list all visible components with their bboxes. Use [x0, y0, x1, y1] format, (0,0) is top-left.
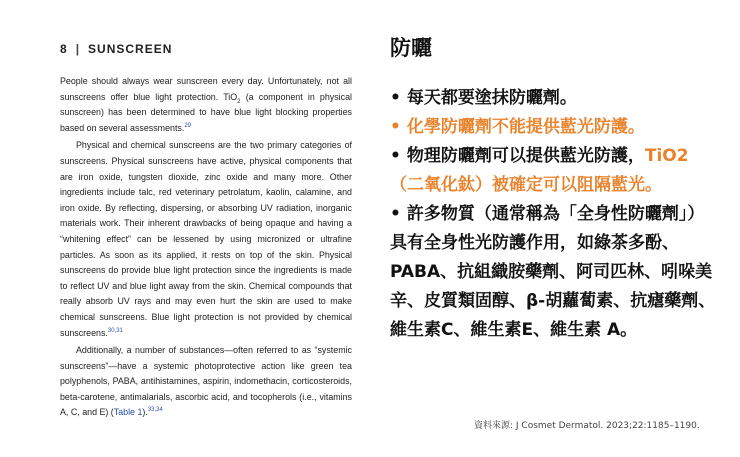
paragraph-1 [60, 74, 352, 136]
p2-text: Physical and chemical sunscreens are the two primary categories of sunscreens. Physical sunscreens have active, physical components that are iron oxide, tungsten dioxide, zinc oxide and many more. Other ingredients include talc, red veterinary petrolatum, kaolin, calamine, and iron oxide. By reflecting, dispersing, or absorbing UV radiation, inorganic materials work. Their inherent drawbacks of being opaque and having a “whitening effect” can be lessened by using micronized or ultrafine particles. As soon as its applied, it rests on top of the skin. Physical sunscreens do provide blue light protection since the ingredients is made to reflect UV and blue light away from the skin. Chemical compounds that really absorb UV rays and may even hurt the skin are used to make chemical sunscreens. Blue light protection is not provided by chemical sunscreens. [60, 140, 352, 338]
header-separator: | [75, 42, 81, 56]
reference-link[interactable]: 30,31 [107, 327, 123, 334]
page-number: 8 [60, 42, 68, 56]
summary-panel [390, 32, 720, 345]
paragraph-2 [60, 138, 352, 341]
slide-title: 防曬 [390, 36, 432, 60]
bullet-marker: • [390, 146, 401, 166]
bullet-4-text: 許多物質（通常稱為「全身性防曬劑」）具有全身性光防護作用，如綠茶多酚、PABA、抗組織胺藥劑、阿司匹林、吲哚美辛、皮質類固醇、β-胡蘿蔔素、抗瘧藥劑、維生素C、維生素E、維生素 A。 [390, 204, 716, 340]
bullet-3-text: 物理防曬劑可以提供藍光防護， [406, 146, 645, 166]
bullet-1 [390, 84, 720, 113]
paragraph-3 [60, 343, 352, 421]
bullet-marker: • [390, 204, 401, 224]
p1-text-b: (a component in physical sunscreen) has been determined to have blue light blocking properties based on several assessments. [60, 91, 352, 133]
reference-link[interactable]: 29 [184, 122, 192, 129]
bullet-3 [390, 142, 720, 200]
bullet-marker: • [390, 88, 401, 108]
page-header [60, 42, 352, 56]
bullet-2-text: 化學防曬劑不能提供藍光防護。 [406, 117, 645, 137]
p1-text-a: People should always wear sunscreen every day. Unfortunately, not all sunscreens offer blue light protection. TiO [60, 76, 352, 102]
bullet-marker: • [390, 117, 401, 137]
running-head: SUNSCREEN [88, 42, 173, 56]
p3-text-b: ). [142, 407, 148, 418]
p3-text-a: Additionally, a number of substances—often referred to as “systemic sunscreens”—have a systemic photoprotective action like green tea polyphenols, PABA, antihistamines, aspirin, indomethacin, corticosteroids, beta-carotene, antimalarials, ascorbic acid, and tocopherols (i.e., vitamins A, C, and E) ( [60, 345, 352, 418]
p1-subscript: 2 [237, 98, 241, 105]
bullet-1-text: 每天都要塗抹防曬劑。 [406, 88, 577, 108]
bullet-2 [390, 113, 720, 142]
source-citation: 資料來源: J Cosmet Dermatol. 2023;22:1185–1190. [474, 421, 700, 431]
bullet-4 [390, 200, 720, 345]
bullet-3-highlight: TiO2（二氧化鈦）被確定可以阻隔藍光。 [390, 146, 689, 195]
table-link[interactable]: Table 1 [113, 407, 143, 418]
article-page [60, 42, 352, 421]
reference-link[interactable]: 33,34 [147, 407, 163, 414]
